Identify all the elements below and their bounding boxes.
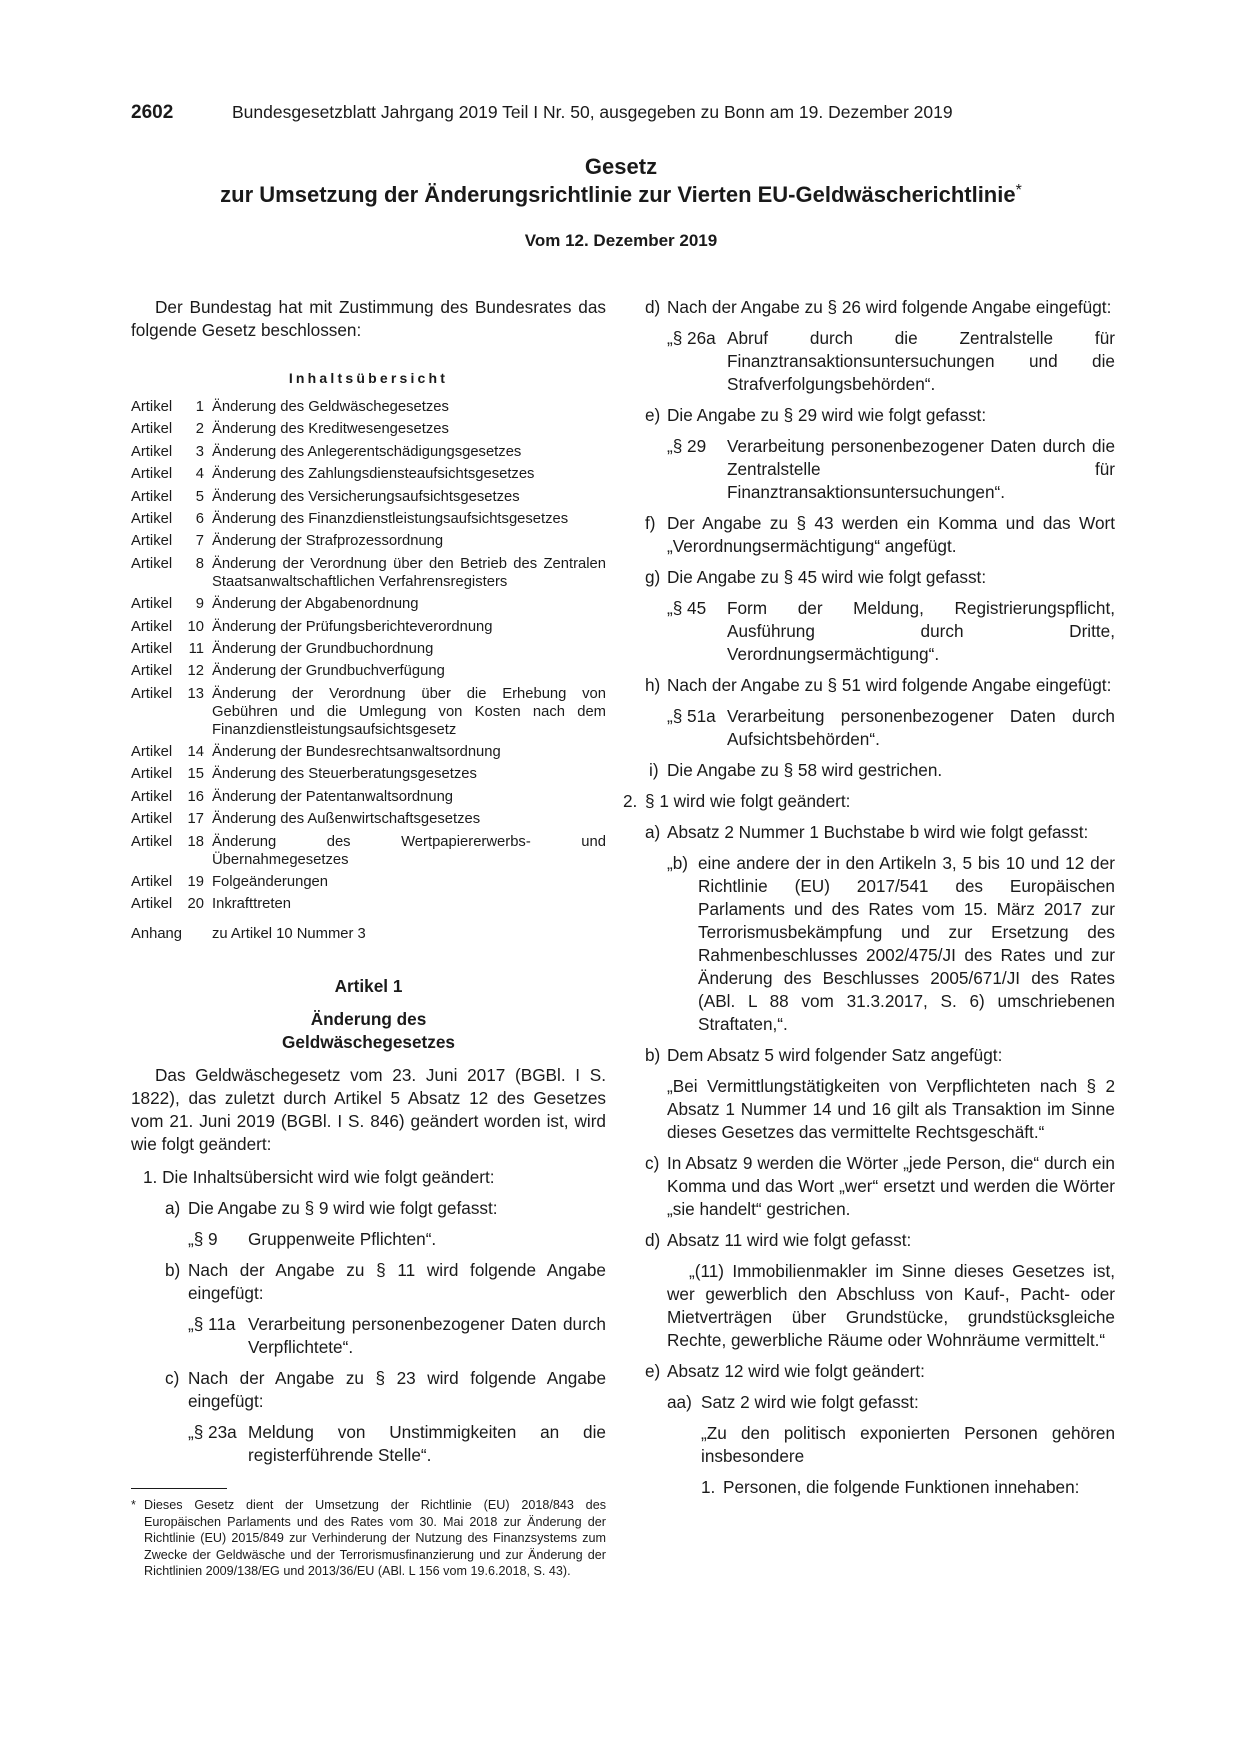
page-number: 2602 — [131, 102, 174, 123]
item-2a: a) Absatz 2 Nummer 1 Buchstabe b wird wie folgt gefasst: — [645, 822, 1089, 842]
toc-article-number: 15 — [187, 766, 204, 783]
item-1e: e) Die Angabe zu § 29 wird wie folgt gefasst: — [645, 405, 987, 425]
toc-row — [131, 398, 606, 416]
item-2c: c) In Absatz 9 werden die Wörter „jede Person, die“ durch ein Komma und das Wort „wer“ ersetzt und werden die Wörter „sie handelt“ gestrichen. — [645, 1153, 1115, 1219]
toc-article-word: Artikel — [131, 744, 173, 761]
toc-article-number: 16 — [187, 788, 204, 805]
toc-article-number: 20 — [187, 896, 204, 913]
toc-article-title: Änderung des Versicherungsaufsichtsgesetzes — [212, 488, 520, 505]
toc-article-number: 3 — [195, 443, 204, 460]
toc-article-word: Artikel — [131, 685, 173, 702]
toc-article-word: Artikel — [131, 399, 173, 415]
toc-article-number: 14 — [187, 744, 204, 761]
table-of-contents — [131, 398, 606, 913]
item-1f: f) Der Angabe zu § 43 werden ein Komma und das Wort „Verordnungsermächtigung“ angefügt. — [645, 513, 1115, 556]
toc-article-word: Artikel — [131, 488, 173, 505]
running-header — [131, 102, 1011, 124]
item-1d: d) Nach der Angabe zu § 26 wird folgende Angabe eingefügt: — [645, 297, 1112, 317]
toc-article-title: Änderung des Anlegerentschädigungsgesetzes — [212, 443, 522, 460]
toc-article-title: Änderung der Patentanwaltsordnung — [212, 788, 454, 805]
toc-row — [131, 420, 606, 438]
toc-article-word: Artikel — [131, 874, 173, 891]
right-column — [623, 296, 1115, 1499]
item-2e: e) Absatz 12 wird wie folgt geändert: — [645, 1361, 925, 1381]
toc-article-word: Artikel — [131, 766, 173, 783]
item-1: 1. Die Inhaltsübersicht wird wie folgt geändert: — [143, 1166, 495, 1187]
item-1d-quote: „§ 26a Abruf durch die Zentralstelle für Finanztransaktionsuntersuchungen und die Strafverfolgungsbehörden“. — [667, 328, 1115, 394]
toc-article-number: 13 — [187, 685, 204, 702]
footnote-rule — [131, 1488, 227, 1489]
toc-row — [131, 465, 606, 483]
item-2e-aa-1: 1. Personen, die folgende Funktionen innehaben: — [701, 1477, 1080, 1497]
item-1b-quote: „§ 11a Verarbeitung personenbezogener Daten durch Verpflichtete“. — [188, 1313, 606, 1357]
footnote-marker: * — [131, 1498, 136, 1512]
toc-article-number: 4 — [195, 466, 204, 483]
item-2e-aa: aa) Satz 2 wird wie folgt gefasst: — [667, 1392, 919, 1412]
item-2d-quote: „(11) Immobilienmakler im Sinne dieses Gesetzes ist, wer gewerblich den Abschluss von Kauf-, Pacht- oder Mietverträgen über Grundstücke, grundstücksgleiche Rechte, gewerbliche Räume oder Wohnräume vermittelt.“ — [667, 1261, 1115, 1350]
toc-article-word: Artikel — [131, 896, 173, 913]
preamble: Der Bundestag hat mit Zustimmung des Bundesrates das folgende Gesetz beschlossen: — [131, 297, 606, 340]
item-1g-quote: „§ 45 Form der Meldung, Registrierungspflicht, Ausführung durch Dritte, Verordnungsermächtigung“. — [667, 598, 1115, 664]
toc-article-number: 18 — [187, 833, 204, 850]
toc-article-word: Artikel — [131, 596, 173, 613]
toc-article-number: 17 — [187, 811, 204, 828]
toc-article-word: Artikel — [131, 421, 173, 438]
toc-heading: Inhaltsübersicht — [288, 370, 449, 386]
toc-article-word: Artikel — [131, 640, 173, 657]
left-column — [131, 296, 606, 1467]
toc-row — [131, 532, 606, 550]
toc-article-title: Änderung des Außenwirtschaftsgesetzes — [212, 811, 481, 828]
toc-article-title: Änderung der Abgabenordnung — [212, 596, 419, 613]
item-1a-quote: „§ 9 Gruppenweite Pflichten“. — [188, 1228, 437, 1249]
toc-article-number: 1 — [195, 399, 204, 415]
item-2b-quote: „Bei Vermittlungstätigkeiten von Verpflichteten nach § 2 Absatz 1 Nummer 14 und 16 gilt als Transaktion im Sinne dieses Gesetzes das vermittelte Rechtsgeschäft.“ — [667, 1076, 1115, 1142]
item-1c: c) Nach der Angabe zu § 23 wird folgende Angabe eingefügt: — [165, 1367, 606, 1411]
toc-row — [131, 743, 606, 761]
toc-row — [131, 595, 606, 613]
law-date: Vom 12. Dezember 2019 — [524, 231, 718, 250]
toc-article-word: Artikel — [131, 788, 173, 805]
item-2e-aa-quote: „Zu den politisch exponierten Personen gehören insbesondere — [701, 1423, 1115, 1466]
toc-article-word: Artikel — [131, 618, 173, 635]
toc-article-title: Änderung des Geldwäschegesetzes — [212, 399, 449, 415]
toc-article-title: Änderung der Bundesrechtsanwaltsordnung — [212, 744, 501, 761]
toc-row — [131, 765, 606, 783]
toc-row — [131, 895, 606, 913]
toc-article-title: Änderung des Finanzdienstleistungsaufsichtsgesetzes — [212, 510, 569, 527]
toc-row — [131, 555, 606, 591]
toc-article-number: 11 — [188, 640, 204, 657]
toc-article-title: Änderung der Verordnung über den Betrieb des Zentralen Staatsanwaltschaftlichen Verfahrensregisters — [212, 555, 606, 590]
toc-article-word: Artikel — [131, 466, 173, 483]
item-1i: i) Die Angabe zu § 58 wird gestrichen. — [649, 760, 943, 780]
law-title-line2 — [131, 182, 1111, 208]
law-title-line1: Gesetz — [584, 154, 658, 179]
toc-article-title: Folgeänderungen — [212, 874, 329, 891]
item-1c-quote: „§ 23a Meldung von Unstimmigkeiten an die registerführende Stelle“. — [188, 1421, 606, 1465]
toc-article-title: Änderung der Verordnung über die Erhebung von Gebühren und die Umlegung von Kosten nach dem Finanzdienstleistungsaufsichtsgesetz — [212, 685, 606, 738]
toc-row — [131, 873, 606, 891]
article-label: Artikel 1 — [334, 975, 403, 996]
toc-article-title: Änderung des Steuerberatungsgesetzes — [212, 766, 477, 783]
toc-article-word: Artikel — [131, 443, 173, 460]
item-1e-quote: „§ 29 Verarbeitung personenbezogener Daten durch die Zentralstelle für Finanztransaktionsuntersuchungen“. — [667, 436, 1115, 502]
item-2: 2. § 1 wird wie folgt geändert: — [623, 791, 851, 811]
article-title-line2: Geldwäschegesetzes — [282, 1031, 455, 1052]
annex-text: zu Artikel 10 Nummer 3 — [212, 926, 366, 943]
annex-label: Anhang — [131, 926, 183, 943]
toc-article-title: Änderung der Strafprozessordnung — [212, 533, 444, 550]
toc-article-word: Artikel — [131, 533, 173, 550]
toc-article-title: Änderung des Wertpapiererwerbs- und Übernahmegesetzes — [212, 833, 606, 868]
toc-article-number: 2 — [195, 421, 204, 438]
law-title-text: zur Umsetzung der Änderungsrichtlinie zur Vierten EU-Geldwäscherichtlinie — [220, 182, 1016, 207]
toc-annex — [131, 925, 606, 943]
toc-row — [131, 640, 606, 658]
toc-row — [131, 662, 606, 680]
toc-article-title: Änderung der Prüfungsberichteverordnung — [212, 618, 493, 635]
toc-article-number: 12 — [187, 663, 204, 680]
item-1a: a) Die Angabe zu § 9 wird wie folgt gefasst: — [165, 1197, 498, 1218]
item-2d: d) Absatz 11 wird wie folgt gefasst: — [645, 1230, 912, 1250]
footnote-mark: * — [1015, 182, 1022, 199]
toc-row — [131, 488, 606, 506]
article-intro: Das Geldwäschegesetz vom 23. Juni 2017 (BGBl. I S. 1822), das zuletzt durch Artikel 5 Absatz 12 des Gesetzes vom 21. Juni 2019 (BGBl. I S. 846) geändert worden ist, wird wie folgt geändert: — [131, 1064, 606, 1154]
toc-article-number: 5 — [195, 488, 204, 505]
footnote — [131, 1497, 606, 1580]
toc-row — [131, 443, 606, 461]
toc-article-title: Änderung des Kreditwesengesetzes — [212, 421, 449, 438]
toc-row — [131, 510, 606, 528]
toc-row — [131, 810, 606, 828]
toc-row — [131, 833, 606, 869]
toc-article-number: 9 — [195, 596, 204, 613]
item-1g: g) Die Angabe zu § 45 wird wie folgt gefasst: — [645, 567, 987, 587]
toc-row — [131, 788, 606, 806]
toc-article-title: Inkrafttreten — [212, 896, 291, 913]
running-title: Bundesgesetzblatt Jahrgang 2019 Teil I Nr. 50, ausgegeben zu Bonn am 19. Dezember 2019 — [232, 102, 953, 122]
toc-article-word: Artikel — [131, 510, 173, 527]
toc-article-word: Artikel — [131, 555, 173, 572]
item-1b: b) Nach der Angabe zu § 11 wird folgende Angabe eingefügt: — [165, 1259, 606, 1303]
toc-article-number: 19 — [187, 874, 204, 891]
toc-article-number: 6 — [195, 510, 204, 527]
toc-article-word: Artikel — [131, 833, 173, 850]
item-2a-quote: „b) eine andere der in den Artikeln 3, 5 bis 10 und 12 der Richtlinie (EU) 2017/541 des Europäischen Parlaments und des Rates vom 15. März 2017 zur Terrorismusbekämpfung und zur Ersetzung des Rahmenbeschlusses 2002/475/JI des Rates und zur Änderung des Beschlusses 2005/671/JI des Rates (ABl. L 88 vom 31.3.2017, S. 6) umschriebenen Straftaten,“. — [667, 853, 1115, 1034]
toc-article-title: Änderung der Grundbuchverfügung — [212, 663, 445, 680]
toc-row — [131, 685, 606, 739]
toc-article-title: Änderung der Grundbuchordnung — [212, 640, 434, 657]
toc-row — [131, 618, 606, 636]
toc-article-number: 10 — [187, 618, 204, 635]
toc-article-word: Artikel — [131, 811, 173, 828]
item-2b: b) Dem Absatz 5 wird folgender Satz angefügt: — [645, 1045, 1003, 1065]
footnote-text: Dieses Gesetz dient der Umsetzung der Richtlinie (EU) 2018/843 des Europäischen Parlaments und des Rates vom 30. Mai 2018 zur Änderung der Richtlinie (EU) 2015/849 zur Verhinderung der Nutzung des Finanzsystems zum Zwecke der Geldwäsche und der Terrorismusfinanzierung und zur Änderung der Richtlinien 2009/138/EG und 2013/36/EU (ABl. L 156 vom 19.6.2018, S. 43). — [144, 1498, 606, 1578]
item-1h: h) Nach der Angabe zu § 51 wird folgende Angabe eingefügt: — [645, 675, 1112, 695]
toc-article-number: 7 — [195, 533, 204, 550]
toc-article-number: 8 — [195, 555, 204, 572]
item-1h-quote: „§ 51a Verarbeitung personenbezogener Daten durch Aufsichtsbehörden“. — [667, 706, 1115, 749]
article-title-line1: Änderung des — [310, 1008, 427, 1029]
toc-article-title: Änderung des Zahlungsdiensteaufsichtsgesetzes — [212, 466, 535, 483]
toc-article-word: Artikel — [131, 663, 173, 680]
